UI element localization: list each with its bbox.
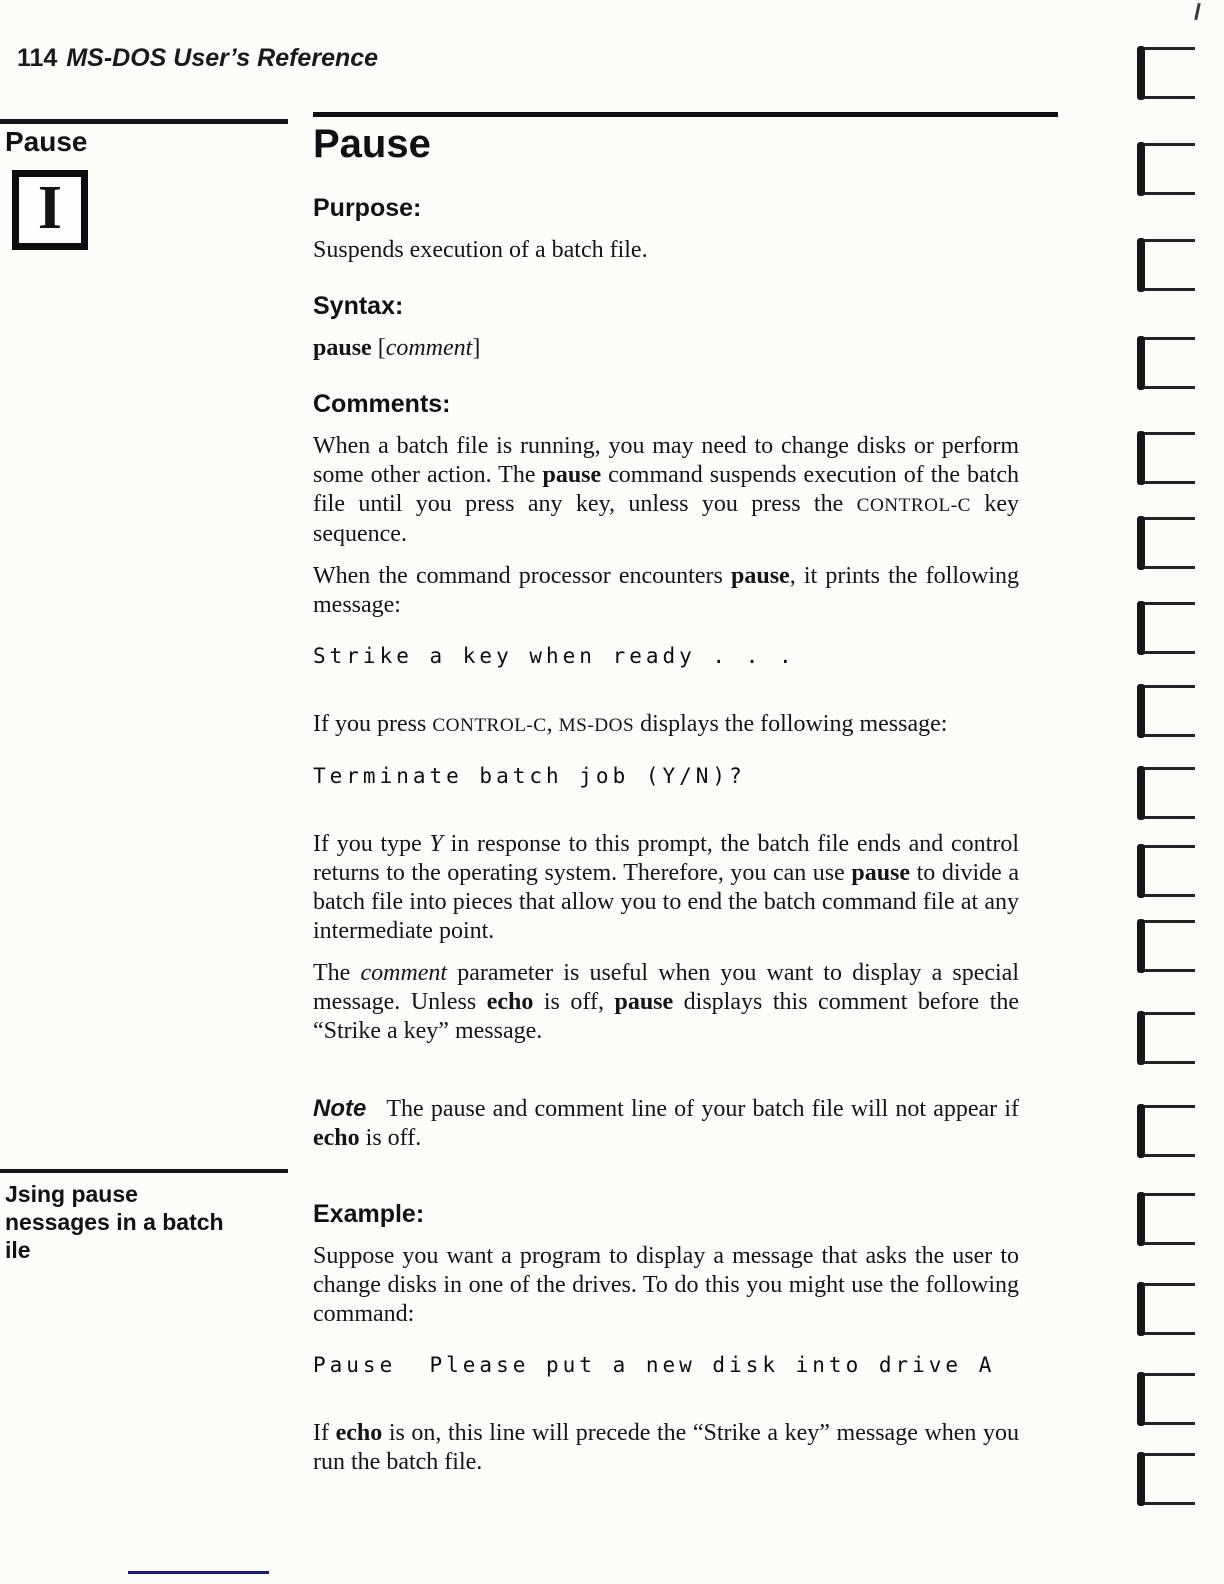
control-c-para [313,710,1019,740]
article-body [313,193,1063,1477]
article-title-rule [313,112,1058,117]
binding-bracket [1138,1193,1195,1245]
text-segment: is off, [533,989,615,1015]
binding-bracket [1138,47,1195,99]
book-title: MS-DOS User’s Reference [66,44,379,72]
comment-param-para [313,959,1019,1046]
text-segment: to divide a batch file into pieces that allow you to end the batch command file at any intermediate point. [313,860,1020,944]
chapter-icon [12,170,88,250]
text-segment: displays the following message: [634,711,948,737]
text-segment: Suspends execution of a batch file. [313,237,648,263]
binding-bracket [1138,337,1195,389]
article [313,112,1063,1477]
example-para [313,1242,1019,1329]
type-y-para [313,830,1019,946]
text-segment: parameter is useful when you want to display a special message. Unless [313,960,1019,1015]
binding-bracket [1138,432,1195,484]
binding-bracket [1138,1453,1195,1505]
binding-bracket [1138,517,1195,569]
text-segment: [ [371,335,386,361]
text-segment: pause [614,989,674,1015]
binding-bracket [1138,1012,1195,1064]
terminate-message: Terminate batch job (Y/N)? [313,764,746,788]
text-segment: is on, this line will precede the “Strike a key” message when you run the batch file. [313,1420,1020,1475]
text-segment: The pause and comment line of your batch file will not appear if [386,1096,1019,1122]
text-segment: CONTROL-C [432,715,547,736]
margin-tab-rule [0,119,288,124]
binding-bracket [1138,920,1195,972]
text-segment: MS-DOS [558,715,635,736]
margin-note-line: ile [5,1237,31,1263]
purpose-heading: Purpose: [313,194,422,222]
purpose-text [313,236,1019,265]
text-segment: Y [429,831,443,857]
binding-bracket [1138,1283,1195,1335]
text-segment: echo [335,1420,383,1446]
text-segment: Note [313,1095,367,1122]
text-segment: pause [851,860,911,886]
comments-para-2 [313,562,1019,620]
text-segment: echo [313,1125,360,1151]
text-segment: , it prints the following message: [313,563,1019,618]
text-segment: key sequence. [313,491,1020,547]
text-segment: pause [313,335,372,361]
margin-note [5,1180,224,1264]
text-segment: ] [472,335,481,361]
text-segment: If you press [313,711,433,737]
comments-heading: Comments: [313,390,451,418]
example-heading: Example: [313,1200,425,1228]
text-segment: echo [486,989,534,1015]
text-segment: pause [731,563,790,589]
note-para [313,1094,1019,1153]
text-segment: command suspends execution of the batch file until you press any key, unless you press the [313,462,1019,517]
bottom-rule [128,1571,269,1574]
comments-para-1 [313,432,1019,549]
pause-example-command: Pause Please put a new disk into drive A [313,1353,996,1377]
text-segment: displays this comment before the “Strike a key” message. [313,989,1020,1044]
syntax-heading: Syntax: [313,292,404,320]
text-segment: When the command processor encounters [313,563,731,589]
echo-on-para [313,1419,1019,1477]
binding-bracket [1138,1105,1195,1157]
page-number: 114 [17,44,58,72]
margin-note-line: nessages in a batch [5,1209,224,1235]
binding-bracket [1138,685,1195,737]
margin-note-rule [0,1169,288,1173]
text-segment: comment [360,960,448,986]
chapter-icon-letter: I [37,174,63,242]
text-segment: Suppose you want a program to display a message that asks the user to change disks in one of the drives. To do this you might use the following command: [313,1243,1019,1327]
binding-bracket [1138,845,1195,897]
syntax-line [313,334,1019,363]
text-segment: in response to this prompt, the batch file ends and control returns to the operating system. Therefore, you can use [313,831,1020,886]
text-segment: pause [542,462,602,488]
text-segment: is off. [359,1125,422,1151]
article-title: Pause [313,122,431,166]
strike-message: Strike a key when ready . . . [313,644,796,668]
margin-note-line: Jsing pause [5,1181,138,1207]
text-segment: CONTROL-C [856,495,971,516]
text-segment: If [313,1420,336,1446]
page-header [17,44,378,73]
text-segment: If you type [313,831,430,857]
margin-tab-label: Pause [5,126,88,157]
text-segment: comment [385,335,473,361]
binding-bracket [1138,767,1195,819]
binding-bracket [1138,143,1195,195]
text-segment: When a batch file is running, you may need to change disks or perform some other action. The [313,433,1019,488]
binding-bracket [1138,602,1195,654]
scan-corner-mark [1194,3,1200,20]
binding-bracket [1138,239,1195,291]
binding-bracket [1138,1373,1195,1425]
text-segment: The [313,960,361,986]
text-segment: , [546,711,559,737]
